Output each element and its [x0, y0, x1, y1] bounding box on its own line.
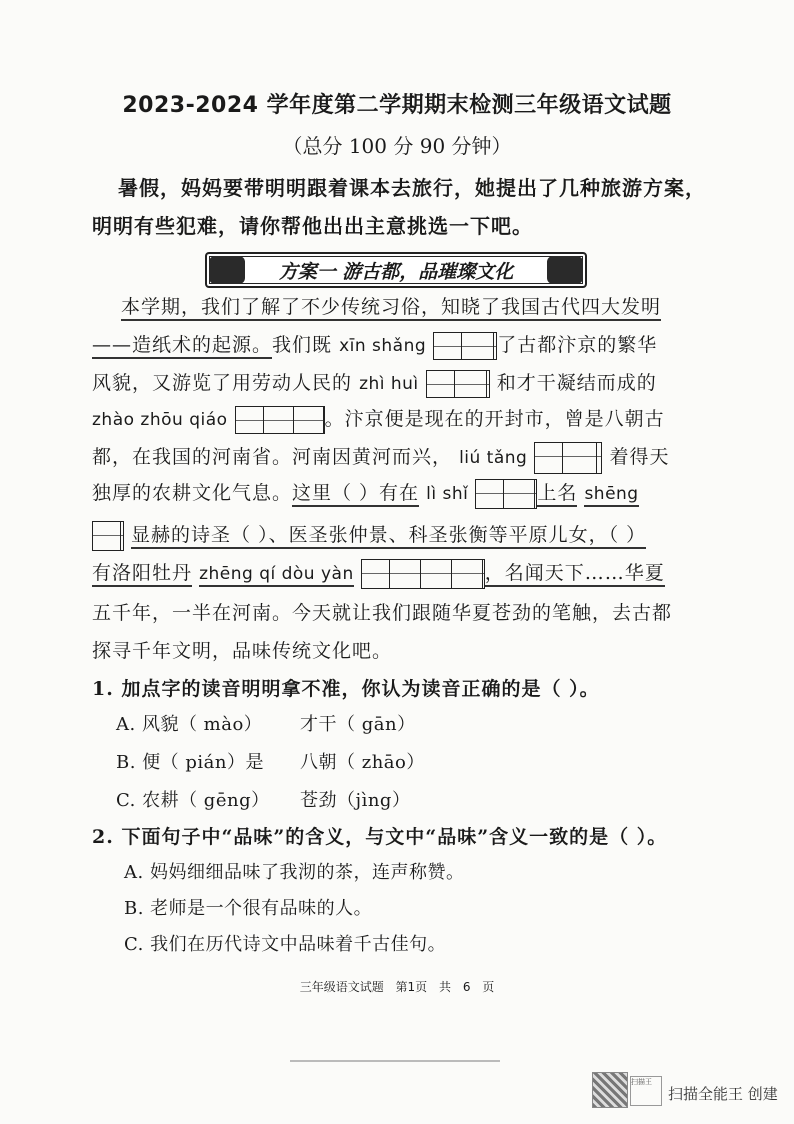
- answer-grid-zhengqidouyan[interactable]: [361, 559, 485, 589]
- question-1-stem: 1. 加点字的读音明明拿不准，你认为读音正确的是（ ）。: [92, 678, 600, 700]
- bottom-divider: [290, 1060, 500, 1062]
- q2-option-a[interactable]: A. 妈妈细细品味了我沏的茶，连声称赞。: [124, 862, 465, 883]
- question-2-stem: 2. 下面句子中“品味”的含义，与文中“品味”含义一致的是（ ）。: [92, 826, 668, 848]
- answer-grid-shengming[interactable]: [92, 521, 124, 551]
- passage-line-1: 本学期，我们了解了不少传统习俗，知晓了我国古代四大发明: [121, 292, 661, 319]
- banner-text: 方案一 游古都，品璀璨文化: [278, 260, 514, 283]
- q1-option-a-left[interactable]: A. 风貌（ mào）: [116, 714, 263, 735]
- section-banner: [205, 252, 587, 288]
- banner-ornament-left-icon: [209, 256, 245, 284]
- passage-line-4: zhào zhōu qiáo 。汴京便是现在的开封市，曾是八朝古: [92, 404, 665, 434]
- passage-line-3: 风貌，又游览了用劳动人民的 zhì huì 和才干凝结而成的: [92, 368, 657, 398]
- answer-grid-zhaozhouqiao[interactable]: [235, 406, 325, 434]
- answer-grid-liutang[interactable]: [534, 442, 602, 474]
- exam-title: 2023-2024 学年度第二学期期末检测三年级语文试题: [122, 93, 672, 118]
- passage-line-7: 显赫的诗圣（ ）、医圣张仲景、科圣张衡等平原儿女，（ ）: [92, 520, 646, 551]
- q2-option-c[interactable]: C. 我们在历代诗文中品味着千古佳句。: [124, 934, 447, 955]
- passage-line-2: ——造纸术的起源。我们既 xīn shǎng 了古都汴京的繁华: [92, 330, 657, 360]
- q2-option-b[interactable]: B. 老师是一个很有品味的人。: [124, 898, 373, 919]
- exam-subtitle: （总分 100 分 90 分钟）: [282, 134, 512, 158]
- passage-line-9: 五千年，一半在河南。今天就让我们跟随华夏苍劲的笔触，去古都: [92, 602, 673, 624]
- banner-ornament-right-icon: [547, 256, 583, 284]
- qr-code-icon: [592, 1072, 628, 1108]
- answer-grid-zhihui[interactable]: [426, 370, 490, 398]
- passage-line-10: 探寻千年文明，品味传统文化吧。: [92, 640, 393, 662]
- answer-grid-lishi[interactable]: [475, 479, 537, 509]
- passage-line-5: 都，在我国的河南省。河南因黄河而兴， liú tǎng 着得天: [92, 442, 669, 474]
- q1-option-b-right[interactable]: 八朝（ zhāo）: [300, 752, 425, 773]
- scanner-logo: 扫描王: [630, 1076, 662, 1106]
- intro-line-2: 明明有些犯难，请你帮他出出主意挑选一下吧。: [92, 214, 533, 238]
- q1-option-c-left[interactable]: C. 农耕（ gēng）: [116, 790, 270, 811]
- q1-option-a-right[interactable]: 才干（ gān）: [300, 714, 416, 735]
- passage-line-8: 有洛阳牡丹 zhēng qí dòu yàn ，名闻天下……华夏: [92, 558, 665, 589]
- answer-grid-xinshang[interactable]: [433, 332, 497, 360]
- page-footer: 三年级语文试题 第1页 共 6 页: [299, 980, 495, 994]
- q1-option-b-left[interactable]: B. 便（ pián）是: [116, 752, 264, 773]
- scanner-watermark: 扫描全能王 创建: [668, 1085, 778, 1103]
- intro-line-1: 暑假，妈妈要带明明跟着课本去旅行，她提出了几种旅游方案，: [118, 176, 706, 200]
- passage-line-6: 独厚的农耕文化气息。这里（ ）有在 lì shǐ 上名 shēng: [92, 478, 639, 509]
- q1-option-c-right[interactable]: 苍劲（jìng）: [300, 790, 411, 811]
